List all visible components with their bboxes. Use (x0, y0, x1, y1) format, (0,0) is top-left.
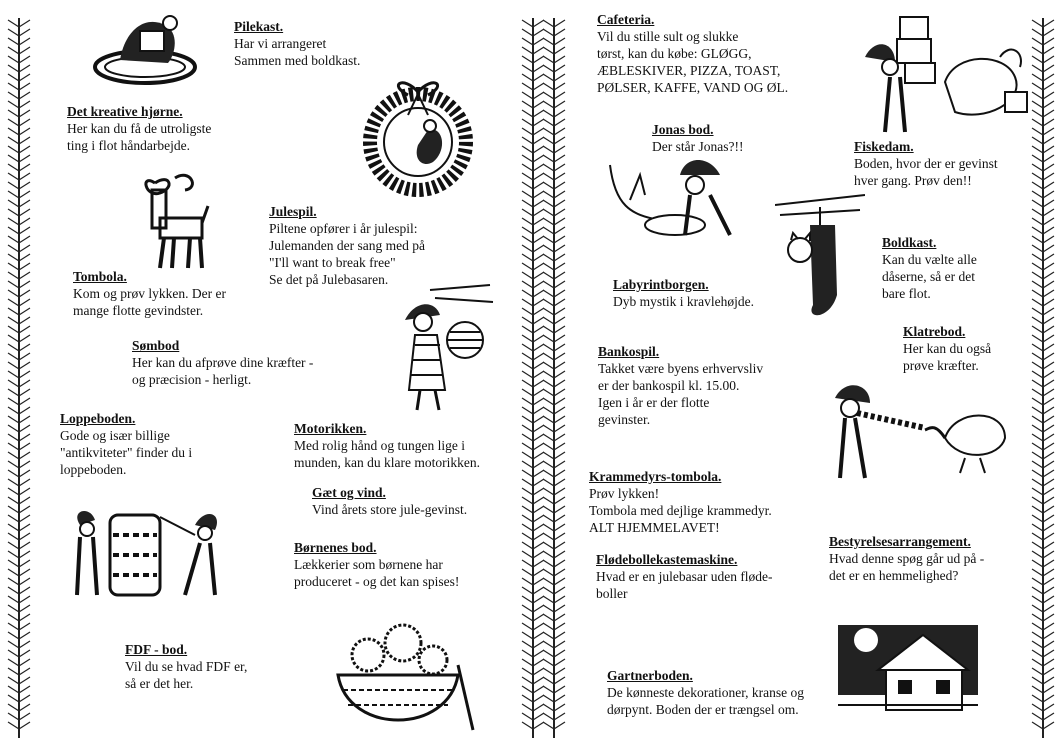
stall-title: Bankospil. (598, 344, 660, 359)
stall-title: Julespil. (269, 204, 317, 219)
stall-jonas-bod: Jonas bod. Der står Jonas?!! (652, 122, 744, 154)
stall-loppeboden: Loppeboden. Gode og især billige "antikviteter" finder du i loppeboden. (60, 411, 193, 477)
stall-title: Krammedyrs-tombola. (589, 469, 722, 484)
stall-fdf-bod: FDF - bod. Vil du se hvad FDF er, så er det her. (125, 642, 248, 691)
stall-title: Klatrebod. (903, 324, 966, 339)
stall-gartnerboden: Gartnerboden. De kønneste dekorationer, kranse og dørpynt. Boden der er trængsel om. (607, 668, 805, 717)
flower-basket-illustration (318, 605, 476, 737)
snowy-house-illustration (838, 615, 978, 715)
straw-goat-illustration (130, 168, 212, 272)
stall-title: FDF - bod. (125, 642, 188, 657)
boot-basket-illustration (90, 5, 200, 87)
stall-title: Motorikken. (294, 421, 367, 436)
stall-flodebollekastemaskine: Flødebollekastemaskine. Hvad er en julebasar uden fløde- boller (596, 552, 773, 601)
stall-krammedyrs-tombola: Krammedyrs-tombola. Prøv lykken! Tombola med dejlige krammedyr. ALT HJEMMELAVET! (589, 469, 772, 535)
stall-title: Jonas bod. (652, 122, 714, 137)
elf-goose-illustration (815, 378, 1007, 486)
stall-tombola: Tombola. Kom og prøv lykken. Der er mange flotte gevindster. (73, 269, 226, 318)
stall-title: Gartnerboden. (607, 668, 693, 683)
fir-border-center-b (541, 18, 567, 738)
stall-title: Tombola. (73, 269, 127, 284)
stall-title: Labyrintborgen. (613, 277, 709, 292)
stall-title: Bestyrelsesarrangement. (829, 534, 971, 549)
stall-title: Det kreative hjørne. (67, 104, 183, 119)
stall-title: Boldkast. (882, 235, 937, 250)
cat-elf-illustration (600, 145, 750, 245)
stall-title: Sømbod (132, 338, 180, 353)
elf-gifts-dog-illustration (845, 12, 1030, 140)
stall-fiskedam: Fiskedam. Boden, hvor der er gevinst hver gang. Prøv den!! (854, 139, 998, 188)
stall-title: Cafeteria. (597, 12, 655, 27)
elves-jar-illustration (65, 495, 225, 605)
cat-stocking-illustration (775, 185, 865, 325)
stall-title: Gæt og vind. (312, 485, 386, 500)
fir-border-left (6, 18, 32, 738)
stall-labyrintborgen: Labyrintborgen. Dyb mystik i kravlehøjde. (613, 277, 754, 309)
wreath-illustration (358, 70, 480, 202)
stall-pilekast: Pilekast. Har vi arrangeret Sammen med boldkast. (234, 19, 361, 68)
stall-title: Loppeboden. (60, 411, 136, 426)
stall-title: Flødebollekastemaskine. (596, 552, 738, 567)
stall-sombod: Sømbod Her kan du afprøve dine kræfter - og præcision - herligt. (132, 338, 314, 387)
stall-gaet-og-vind: Gæt og vind. Vind årets store jule-gevinst. (312, 485, 468, 517)
stall-title: Fiskedam. (854, 139, 914, 154)
stall-bankospil: Bankospil. Takket være byens erhvervsliv er der bankospil kl. 15.00. Igen i år er der flotte gevinster. (598, 344, 764, 427)
stall-klatrebod: Klatrebod. Her kan du også prøve kræfter. (903, 324, 992, 373)
stall-motorikken: Motorikken. Med rolig hånd og tungen lige i munden, kan du klare motorikken. (294, 421, 480, 470)
stall-bestyrelsesarrangement: Bestyrelsesarrangement. Hvad denne spøg går ud på - det er en hemmelighed? (829, 534, 985, 583)
stall-kreative: Det kreative hjørne. Her kan du få de utroligste ting i flot håndarbejde. (67, 104, 212, 153)
stall-bornenes-bod: Børnenes bod. Lækkerier som børnene har produceret - og det kan spises! (294, 540, 460, 589)
fir-border-right (1030, 18, 1056, 738)
stall-boldkast: Boldkast. Kan du vælte alle dåserne, så er det bare flot. (882, 235, 977, 301)
stall-title: Børnenes bod. (294, 540, 377, 555)
stall-cafeteria: Cafeteria. Vil du stille sult og slukke tørst, kan du købe: GLØGG, ÆBLESKIVER, PIZZA, TOAST, PØLSER, KAFFE, VAND OG ØL. (597, 12, 789, 95)
girl-ornament-illustration (395, 280, 495, 415)
stall-title: Pilekast. (234, 19, 284, 34)
stall-julespil: Julespil. Piltene opfører i år julespil: Julemanden der sang med på "I'll want to break free" Se det på Julebasaren. (269, 204, 425, 287)
